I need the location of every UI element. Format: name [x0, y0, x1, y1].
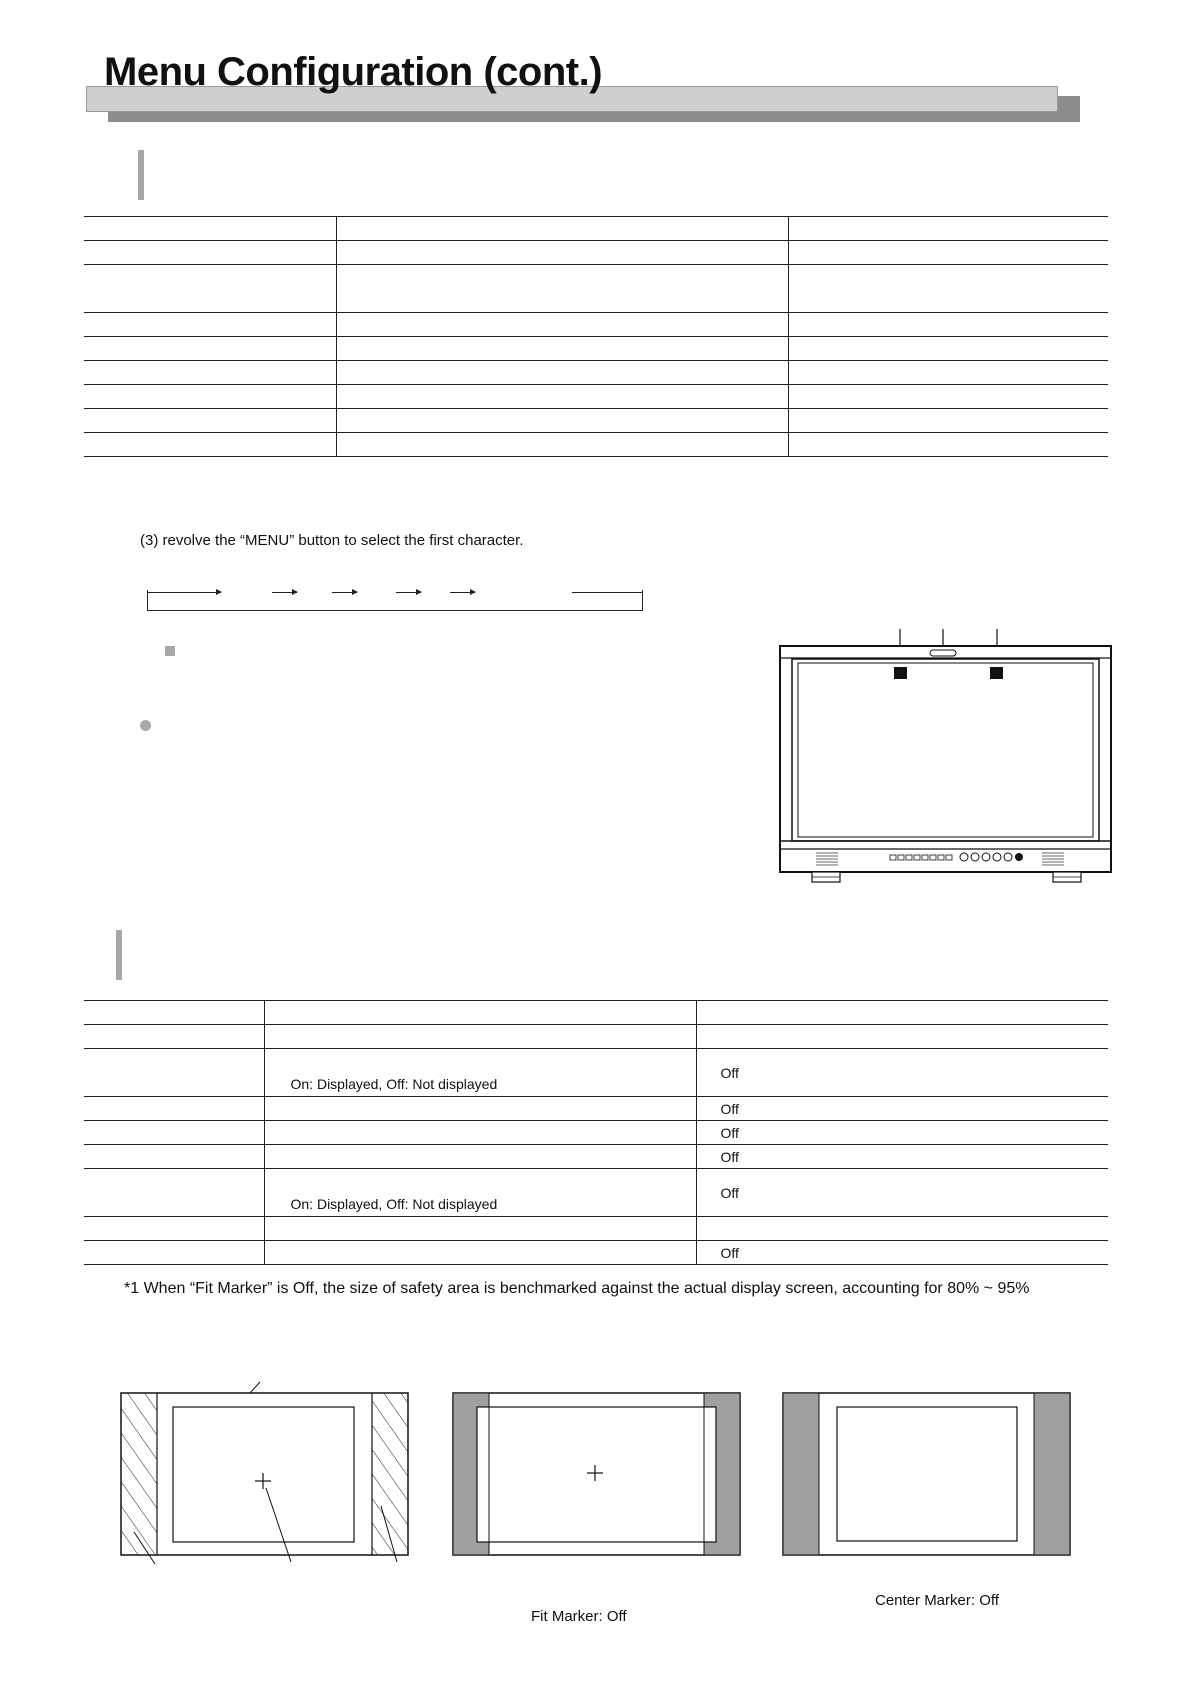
table-cell-default-value — [696, 1241, 1108, 1265]
description-note: On: Displayed, Off: Not displayed — [290, 1075, 498, 1092]
table-cell-description — [336, 313, 788, 337]
marker-square-icon — [894, 667, 907, 679]
square-bullet-icon — [165, 646, 175, 656]
table-cell-item — [84, 385, 336, 409]
table-cell-item — [84, 1049, 264, 1097]
table-cell-item — [84, 1097, 264, 1121]
table-cell-value — [788, 361, 1108, 385]
menu-table-2 — [84, 1000, 1108, 1265]
table-cell-description — [264, 1217, 696, 1241]
table-cell-description — [336, 361, 788, 385]
table-row — [84, 1001, 1108, 1025]
table-cell-item — [84, 313, 336, 337]
table-row — [84, 337, 1108, 361]
arrow-icon — [396, 592, 421, 593]
default-value — [703, 1005, 721, 1021]
table-row — [84, 1217, 1108, 1241]
table-cell-value — [788, 409, 1108, 433]
section-bar — [138, 150, 144, 200]
table-row — [84, 1049, 1108, 1097]
table-row — [84, 361, 1108, 385]
default-value: Off — [720, 1100, 739, 1117]
default-value: Off — [720, 1184, 739, 1201]
page-title: Menu Configuration (cont.) — [104, 50, 603, 94]
table-cell-default-value — [696, 1049, 1108, 1097]
table-cell-description — [264, 1121, 696, 1145]
table-row — [84, 265, 1108, 313]
table-row — [84, 385, 1108, 409]
center-marker-caption: Center Marker: Off — [875, 1592, 999, 1609]
table-cell-item — [84, 265, 336, 313]
table-cell-item — [84, 1217, 264, 1241]
table-cell-description — [264, 1025, 696, 1049]
table-row — [84, 1121, 1108, 1145]
default-value — [703, 1221, 721, 1237]
center-marker-diagram — [780, 1390, 1080, 1560]
table-cell-description — [336, 409, 788, 433]
table-row — [84, 313, 1108, 337]
table-row — [84, 1169, 1108, 1217]
table-cell-item — [84, 217, 336, 241]
table-cell-description — [336, 217, 788, 241]
default-value: Off — [720, 1244, 739, 1261]
instruction-step-3: (3) revolve the “MENU” button to select the first character. — [140, 532, 524, 549]
table-cell-default-value — [696, 1001, 1108, 1025]
table-cell-item — [84, 1145, 264, 1169]
table-cell-value — [788, 217, 1108, 241]
table-cell-description — [264, 1169, 696, 1217]
table-row — [84, 1025, 1108, 1049]
monitor-illustration — [776, 625, 1116, 885]
table-cell-description — [264, 1049, 696, 1097]
arrow-icon — [450, 592, 475, 593]
table-cell-description — [336, 337, 788, 361]
table-cell-value — [788, 385, 1108, 409]
table-cell-description — [264, 1001, 696, 1025]
default-value: Off — [720, 1148, 739, 1165]
table-cell-description — [264, 1241, 696, 1265]
table-row — [84, 1145, 1108, 1169]
table-cell-value — [788, 265, 1108, 313]
menu-table-1 — [84, 216, 1108, 457]
table-cell-description — [336, 265, 788, 313]
description-note: On: Displayed, Off: Not displayed — [290, 1195, 498, 1212]
table-cell-item — [84, 361, 336, 385]
fit-marker-diagram — [450, 1390, 750, 1560]
table-cell-value — [788, 337, 1108, 361]
table-cell-item — [84, 1241, 264, 1265]
table-cell-item — [84, 1001, 264, 1025]
table-cell-description — [264, 1097, 696, 1121]
table-cell-item — [84, 1025, 264, 1049]
table-cell-item — [84, 337, 336, 361]
arrow-icon — [147, 592, 221, 593]
table-cell-item — [84, 241, 336, 265]
table-cell-value — [788, 241, 1108, 265]
table-cell-default-value — [696, 1217, 1108, 1241]
table-row — [84, 217, 1108, 241]
footnote: *1 When “Fit Marker” is Off, the size of safety area is benchmarked against the actual display screen, accounting for 80% ~ 95% — [124, 1280, 1030, 1297]
table-cell-default-value — [696, 1121, 1108, 1145]
arrow-icon — [332, 592, 357, 593]
table-cell-description — [336, 241, 788, 265]
table-cell-default-value — [696, 1097, 1108, 1121]
table-cell-value — [788, 313, 1108, 337]
table-cell-item — [84, 1121, 264, 1145]
default-value: Off — [720, 1064, 739, 1081]
circle-bullet-icon — [140, 720, 151, 731]
table-cell-description — [336, 385, 788, 409]
safety-area-diagram — [118, 1380, 418, 1580]
table-cell-item — [84, 409, 336, 433]
table-row — [84, 241, 1108, 265]
table-cell-value — [788, 433, 1108, 457]
table-row — [84, 433, 1108, 457]
table-cell-default-value — [696, 1169, 1108, 1217]
table-cell-item — [84, 1169, 264, 1217]
table-cell-description — [264, 1145, 696, 1169]
flow-line — [572, 592, 642, 593]
default-value: Off — [720, 1124, 739, 1141]
marker-square-icon — [990, 667, 1003, 679]
fit-marker-caption: Fit Marker: Off — [531, 1608, 627, 1625]
default-value — [703, 1029, 721, 1045]
table-cell-default-value — [696, 1145, 1108, 1169]
arrow-icon — [272, 592, 297, 593]
table-row — [84, 409, 1108, 433]
table-cell-default-value — [696, 1025, 1108, 1049]
section-bar — [116, 930, 122, 980]
table-row — [84, 1241, 1108, 1265]
table-row — [84, 1097, 1108, 1121]
table-cell-description — [336, 433, 788, 457]
table-cell-item — [84, 433, 336, 457]
